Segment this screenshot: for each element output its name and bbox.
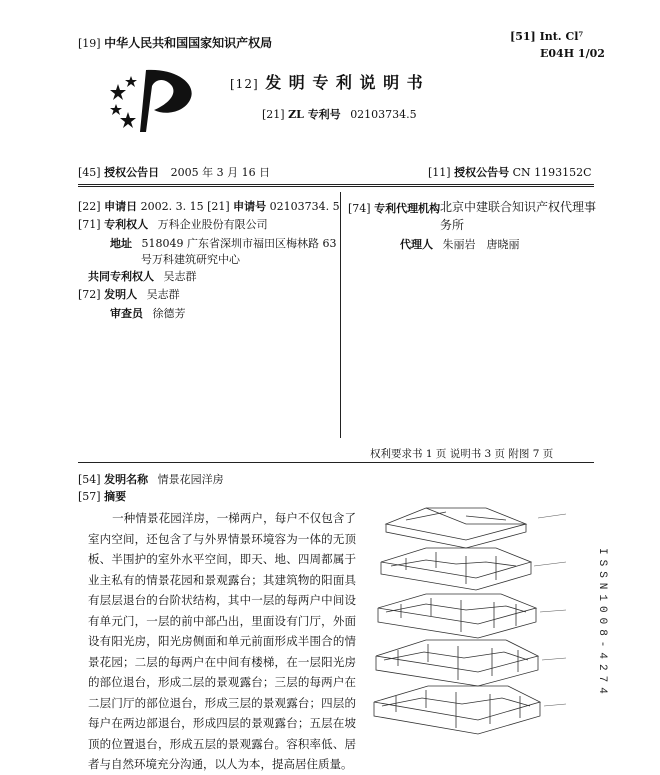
patentee-row — [78, 216, 268, 232]
agency-line2: 务所 — [440, 218, 465, 232]
rule-middle — [78, 462, 594, 463]
agency-line1: 北京中建联合知识产权代理事 — [440, 200, 597, 214]
grant-date — [78, 164, 270, 180]
doc-type — [230, 70, 424, 93]
issn-vertical: ISSN1008-4274 — [596, 548, 608, 699]
co-patentee-row — [88, 268, 197, 284]
logo-star-1 — [110, 84, 126, 100]
abstract-label: 摘要 — [104, 490, 127, 503]
doc-type-title: 发 明 专 利 说 明 书 — [265, 73, 424, 92]
patent-number-label: ZL 专利号 — [288, 108, 341, 121]
floor-level-4 — [378, 594, 536, 638]
patent-number-value: 02103734.5 — [350, 108, 417, 121]
floor-level-3 — [376, 640, 538, 686]
roof-level — [386, 508, 526, 548]
int-cl-value: E04H 1/02 — [540, 47, 605, 60]
column-divider — [340, 192, 341, 438]
patent-number-code: [21] — [262, 108, 285, 121]
agent-value: 朱丽岩 唐晓丽 — [442, 238, 520, 251]
co-patentee-label: 共同专利权人 — [88, 270, 154, 283]
inventor-code: [72] — [78, 288, 101, 301]
app-date-row — [78, 198, 340, 214]
sipo-logo — [106, 66, 198, 136]
floor-level-5 — [381, 548, 531, 590]
address-line1: 518049 广东省深圳市福田区梅林路 63 — [141, 237, 337, 250]
patentee-label: 专利权人 — [104, 218, 149, 231]
office-code: [19] — [78, 37, 101, 50]
grant-date-label: 授权公告日 — [104, 166, 160, 179]
grant-pub — [428, 164, 592, 180]
agency-row — [348, 200, 440, 216]
patentee-code: [71] — [78, 218, 101, 231]
rule-top-2 — [78, 186, 594, 187]
leader-lines — [534, 514, 566, 706]
agency-code: [74] — [348, 202, 371, 215]
agent-label: 代理人 — [400, 238, 433, 251]
grant-date-code: [45] — [78, 166, 101, 179]
grant-pub-label: 授权公告号 — [454, 166, 510, 179]
co-patentee-value: 吴志群 — [163, 270, 197, 283]
app-no-value: 02103734. 5 — [269, 200, 340, 213]
abstract-heading — [78, 488, 126, 504]
title-code: [54] — [78, 473, 101, 486]
grant-date-value: 2005 年 3 月 16 日 — [170, 166, 271, 179]
patent-number — [262, 106, 417, 122]
logo-star-3 — [110, 104, 122, 115]
address-label: 地址 — [110, 237, 132, 250]
abstract-code: [57] — [78, 490, 101, 503]
abstract-body: 一种情景花园洋房，一梯两户，每户不仅包含了室内空间，还包含了与外界情景环境容为一体的无顶板、半围护的室外水平空间，即天、地、四周都属于业主私有的情景花园和景观露台；其建筑物的阳面具有层层退台的台阶状结构，其中一层的每两户中间设有单元门，一层的前中部凸出，里面设有门厅，外面设有阳光房，阳光房侧面和单元前面形成半围合的情景花园；二层的每两户在中间有楼梯，在一层阳光房的部位退台，形成二层的景观露台；三层的每两户在二层门厅的部位退台，形成三层的景观露台；四层的每户在两边部退台，形成四层的景观露台；五层在坡顶的位置退台，形成五层的景观露台。容积率低、居者与自然环境充分沟通，以人为本，提高居住质量。 — [88, 511, 356, 771]
logo-star-2 — [125, 76, 137, 87]
int-cl — [510, 30, 583, 43]
title-value: 情景花园洋房 — [157, 473, 224, 486]
examiner-label: 审查员 — [110, 307, 143, 320]
inventor-row — [78, 286, 180, 302]
address-line2: 号万科建筑研究中心 — [141, 253, 240, 266]
grant-pub-code: [11] — [428, 166, 451, 179]
building-drawing — [366, 500, 576, 740]
office-header — [78, 34, 272, 51]
rule-top — [78, 184, 594, 185]
abstract-text — [88, 508, 356, 775]
address-row — [110, 235, 336, 251]
claims-info: 权利要求书 1 页 说明书 3 页 附图 7 页 — [370, 448, 554, 460]
title-label: 发明名称 — [104, 473, 149, 486]
examiner-row — [110, 305, 186, 321]
app-date-code: [22] — [78, 200, 101, 213]
floor-level-1 — [374, 686, 540, 734]
inventor-label: 发明人 — [104, 288, 138, 301]
invention-title-row — [78, 471, 224, 487]
app-date-label: 申请日 — [104, 200, 138, 213]
office-name: 中华人民共和国国家知识产权局 — [104, 36, 273, 50]
logo-swoosh — [140, 70, 192, 132]
grant-pub-no: CN 1193152C — [512, 166, 592, 179]
app-no-code: [21] — [207, 200, 230, 213]
agent-row — [400, 236, 520, 252]
inventor-value: 吴志群 — [146, 288, 180, 301]
examiner-value: 徐德芳 — [152, 307, 186, 320]
logo-star-4 — [120, 112, 136, 128]
patentee-value: 万科企业股份有限公司 — [157, 218, 268, 231]
int-cl-code: [51] — [510, 30, 536, 43]
doc-type-code: [12] — [230, 77, 259, 91]
int-cl-label: Int. Cl⁷ — [539, 30, 584, 43]
agency-label: 专利代理机构 — [374, 202, 441, 215]
app-date-value: 2002. 3. 15 — [140, 200, 204, 213]
app-no-label: 申请号 — [233, 200, 267, 213]
